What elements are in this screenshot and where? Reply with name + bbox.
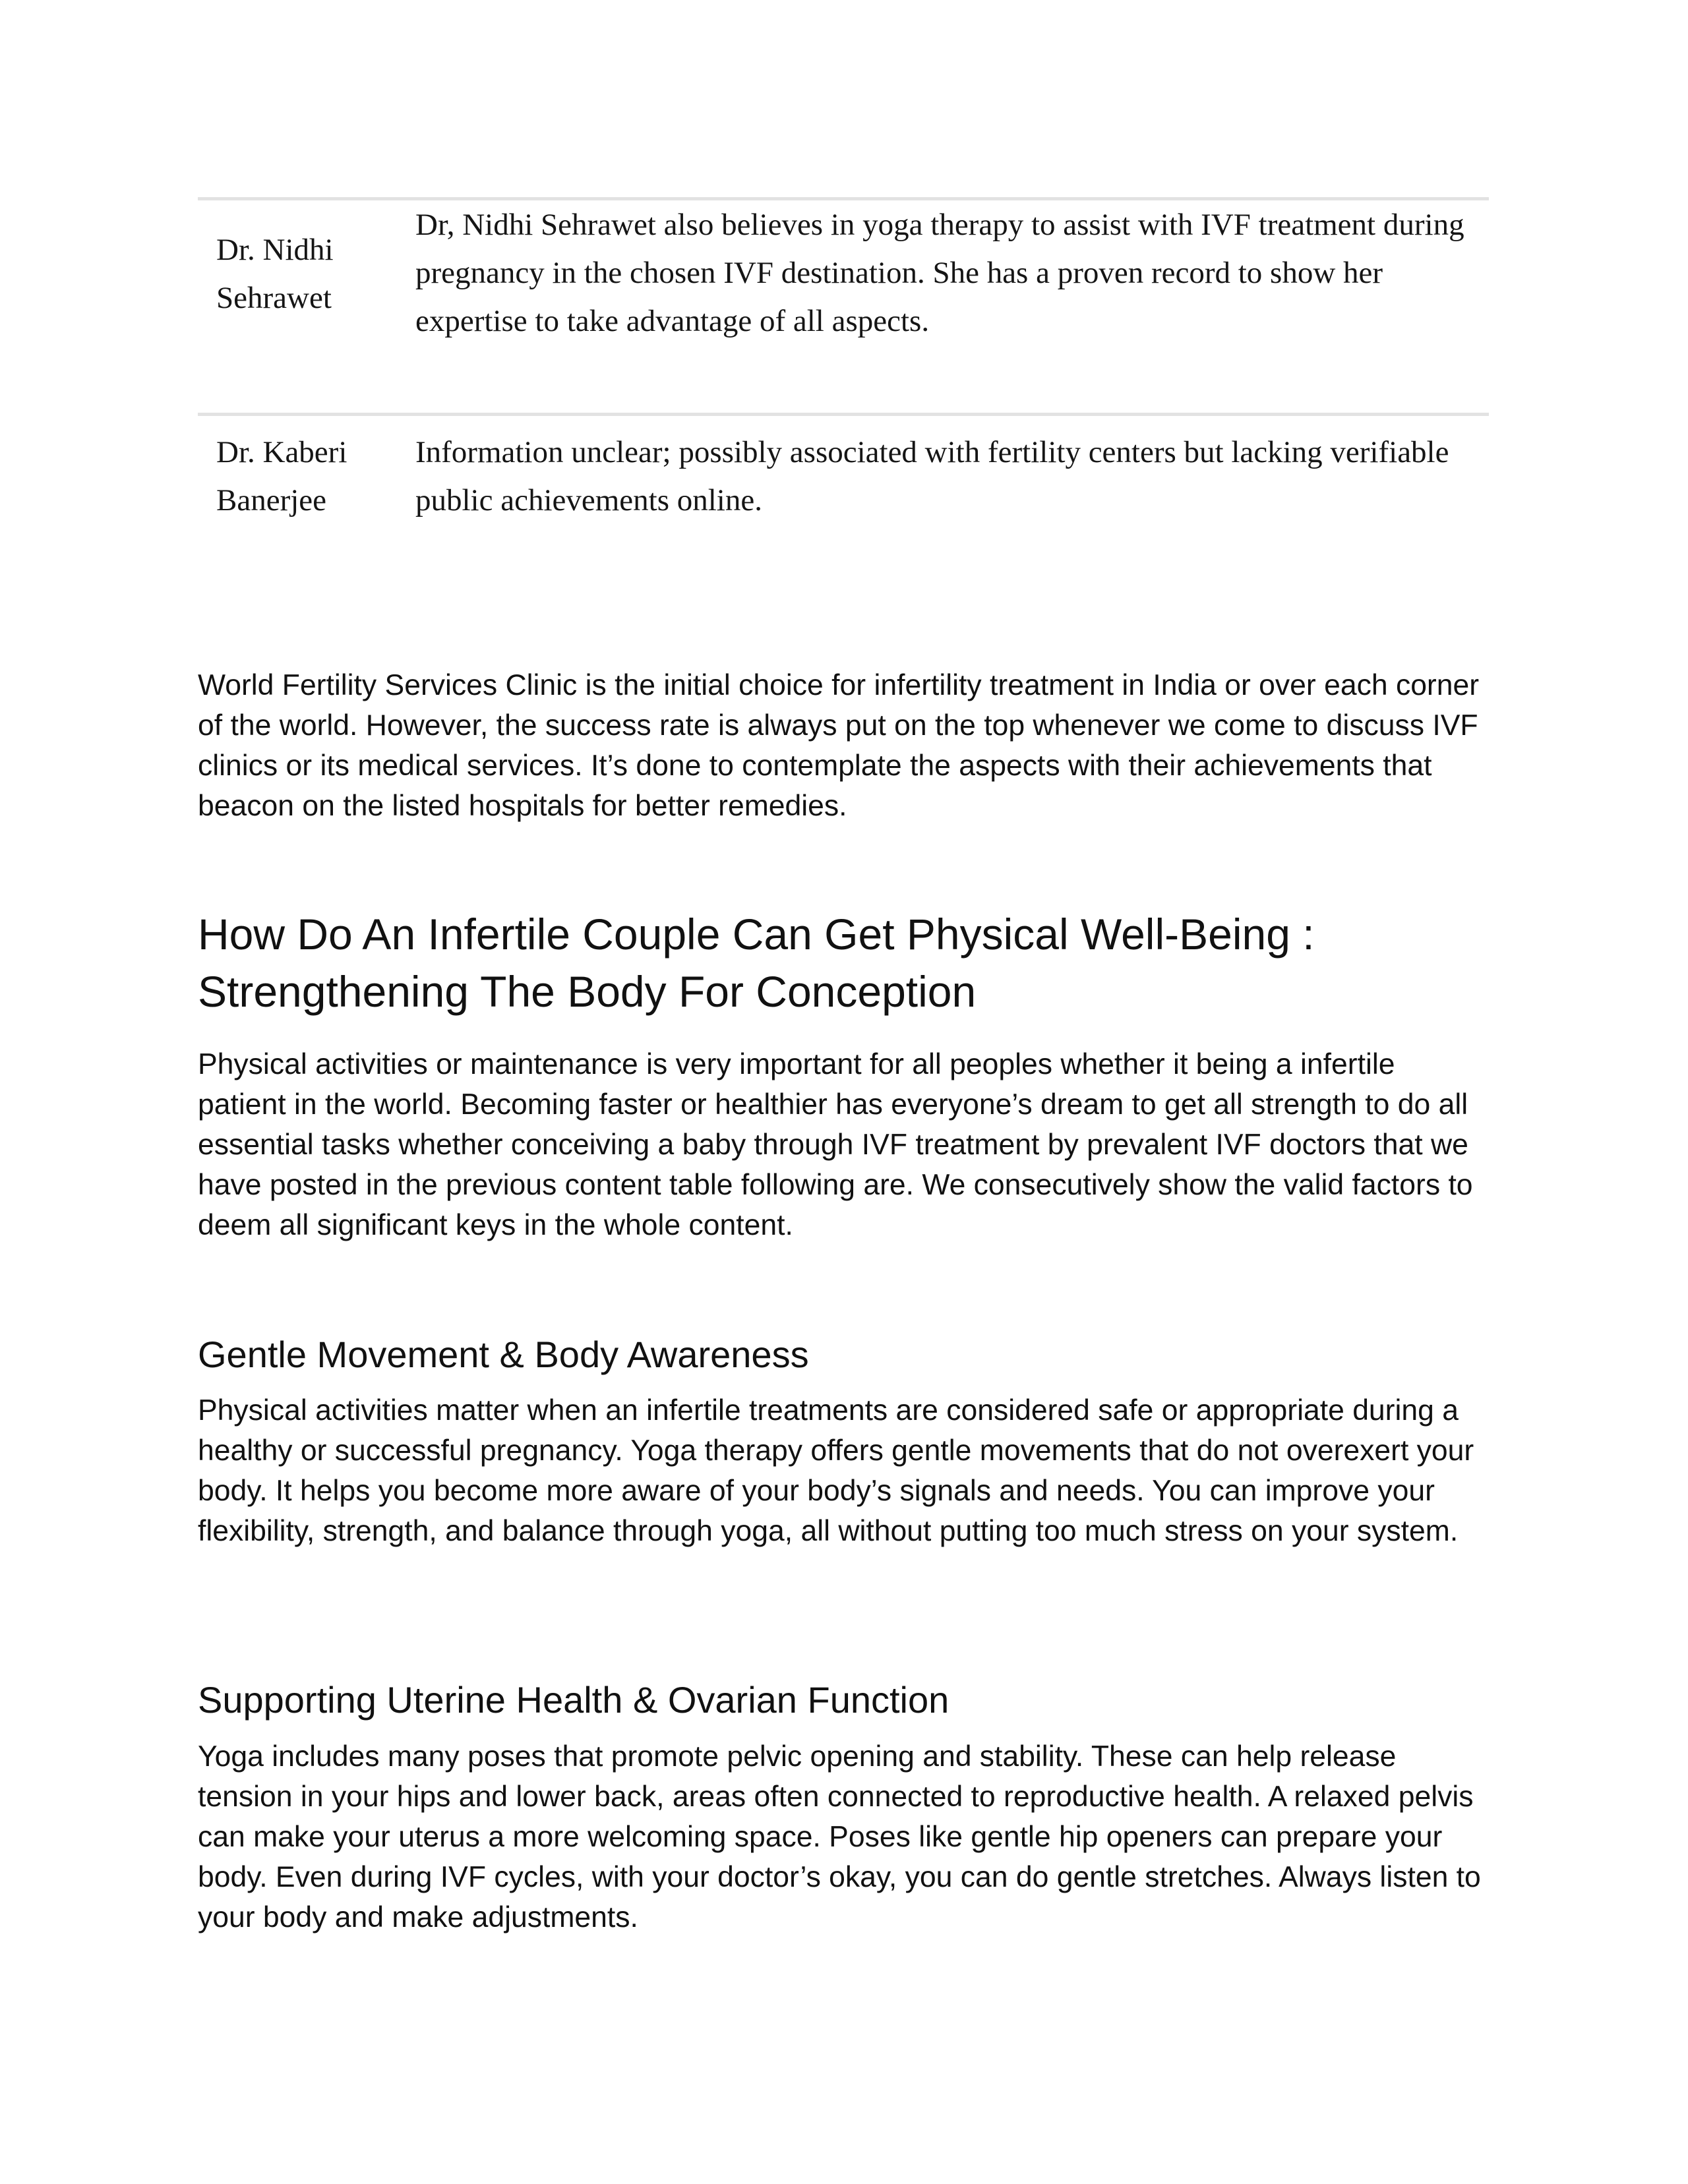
subsection-heading-uterine-health: Supporting Uterine Health & Ovarian Function: [198, 1679, 950, 1721]
section-heading: How Do An Infertile Couple Can Get Physical Well-Being : Strengthening The Body For Conception: [198, 910, 1315, 1016]
table-row: [198, 413, 1489, 548]
doctor-description-cell: Information unclear; possibly associated with fertility centers but lacking verifiable public achievements online.: [415, 435, 1449, 517]
section-paragraph: Physical activities or maintenance is very important for all peoples whether it being a infertile patient in the world. Becoming faster or healthier has everyone’s dream to get all strength to do all essential tasks whether conceiving a baby through IVF treatment by prevalent IVF doctors that we have posted in the previous content table following are. We consecutively show the valid factors to deem all significant keys in the whole content.: [198, 1048, 1473, 1241]
doctor-name-cell: Dr. Kaberi Banerjee: [216, 435, 347, 517]
doctor-name-cell: Dr. Nidhi Sehrawet: [216, 233, 334, 315]
intro-paragraph: World Fertility Services Clinic is the initial choice for infertility treatment in India or over each corner of the world. However, the success rate is always put on the top whenever we come to discuss IVF clinics or its medical services. It’s done to contemplate the aspects with their achievements that beacon on the listed hospitals for better remedies.: [198, 669, 1480, 822]
doctor-description-cell: Dr, Nidhi Sehrawet also believes in yoga therapy to assist with IVF treatment during pregnancy in the chosen IVF destination. She has a proven record to show her expertise to take advantage of all aspects.: [415, 208, 1464, 338]
table-row: [198, 197, 1489, 411]
subsection-paragraph-uterine-health: Yoga includes many poses that promote pelvic opening and stability. These can help release tension in your hips and lower back, areas often connected to reproductive health. A relaxed pelvis can make your uterus a more welcoming space. Poses like gentle hip openers can prepare your body. Even during IVF cycles, with your doctor’s okay, you can do gentle stretches. Always listen to your body and make adjustments.: [198, 1740, 1481, 1933]
subsection-paragraph-gentle-movement: Physical activities matter when an infertile treatments are considered safe or appropriate during a healthy or successful pregnancy. Yoga therapy offers gentle movements that do not overexert your body. It helps you become more aware of your body’s signals and needs. You can improve your flexibility, strength, and balance through yoga, all without putting too much stress on your system.: [198, 1394, 1474, 1547]
subsection-heading-gentle-movement: Gentle Movement & Body Awareness: [198, 1334, 809, 1375]
